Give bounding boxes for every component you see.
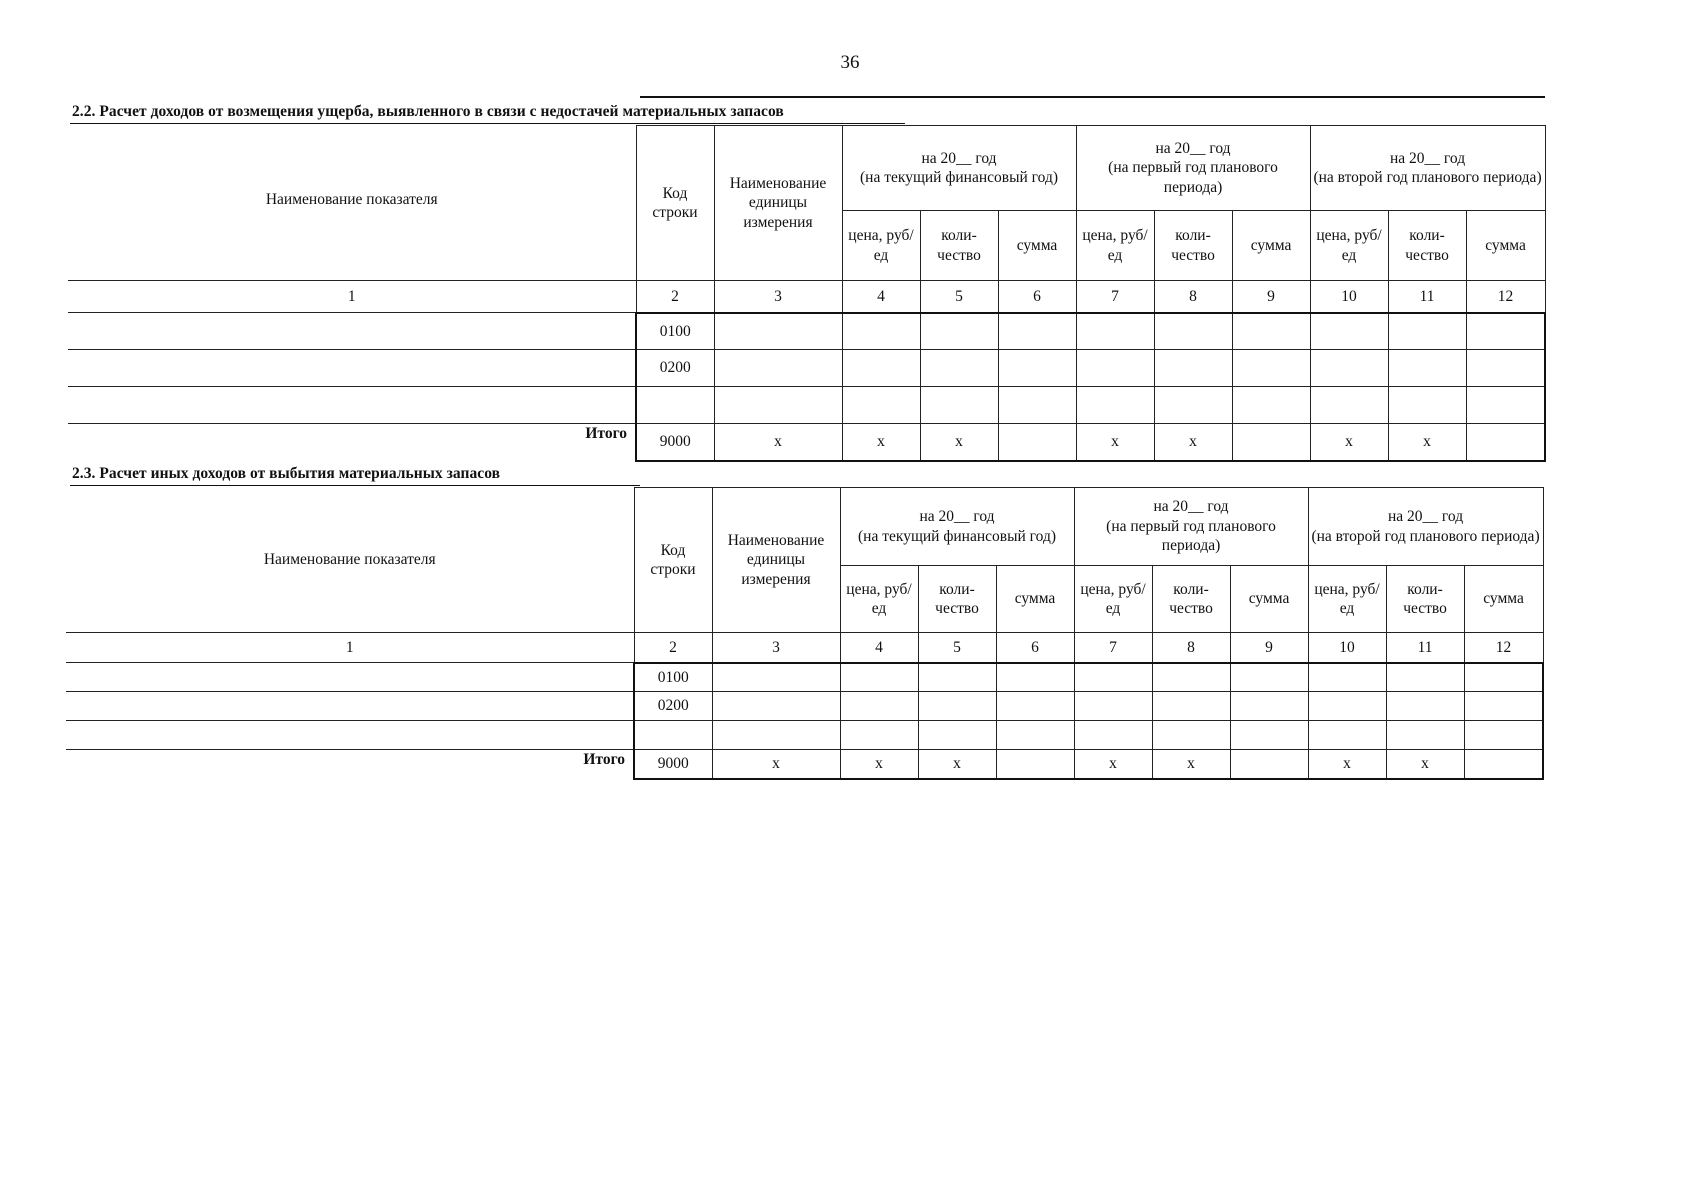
data-cell[interactable] [1386, 663, 1464, 692]
subheader-sum: сумма [998, 211, 1076, 281]
not-applicable-mark: x [918, 750, 996, 779]
column-number: 3 [714, 281, 842, 313]
header-group-current-year [840, 488, 1074, 566]
data-cell[interactable] [920, 350, 998, 387]
data-cell[interactable] [1388, 387, 1466, 424]
form-table-2-2 [68, 125, 1546, 462]
data-cell[interactable] [1310, 387, 1388, 424]
data-cell[interactable] [1308, 692, 1386, 721]
column-number: 2 [636, 281, 714, 313]
column-number-row [66, 633, 1543, 663]
row-indicator-cell[interactable] [68, 387, 636, 424]
group-year-label: на 20__ год [1390, 149, 1466, 167]
data-cell[interactable] [1310, 350, 1388, 387]
data-cell[interactable] [1308, 721, 1386, 750]
row-code-cell: 0200 [634, 692, 712, 721]
total-code-cell: 9000 [634, 750, 712, 779]
column-number: 1 [66, 633, 634, 663]
top-rule [640, 96, 1545, 98]
not-applicable-mark: x [1310, 424, 1388, 461]
column-number: 12 [1466, 281, 1545, 313]
table-row [68, 387, 1545, 424]
data-cell[interactable] [1466, 387, 1545, 424]
data-cell[interactable] [1388, 350, 1466, 387]
data-cell[interactable] [1076, 350, 1154, 387]
subheader-quantity: коли- чество [1152, 566, 1230, 633]
group-period-label: (на текущий финансовый год) [858, 527, 1057, 545]
data-cell[interactable] [1310, 313, 1388, 350]
column-number: 12 [1464, 633, 1543, 663]
header-unit: Наименование единицы измерения [712, 488, 840, 633]
data-cell[interactable] [840, 721, 918, 750]
data-cell[interactable] [1230, 692, 1308, 721]
table-row [66, 692, 1543, 721]
row-code-cell [636, 387, 714, 424]
data-cell[interactable] [1232, 387, 1310, 424]
data-cell[interactable] [998, 350, 1076, 387]
header-row-code: Код строки [636, 126, 714, 281]
header-group-second-plan-year [1308, 488, 1543, 566]
subheader-price: цена, руб/ед [842, 211, 920, 281]
page-number: 36 [840, 52, 860, 73]
data-cell[interactable] [918, 721, 996, 750]
data-cell[interactable] [842, 313, 920, 350]
subheader-price: цена, руб/ед [1076, 211, 1154, 281]
total-row [68, 424, 1545, 461]
section-title-2-3: 2.3. Расчет иных доходов от выбытия материальных запасов [72, 465, 501, 482]
column-number: 1 [68, 281, 636, 313]
data-cell[interactable] [920, 387, 998, 424]
not-applicable-mark: x [1152, 750, 1230, 779]
data-cell[interactable] [1464, 721, 1543, 750]
group-period-label: (на первый год планового периода) [1106, 517, 1276, 555]
subheader-sum: сумма [996, 566, 1074, 633]
group-period-label: (на второй год планового периода) [1313, 169, 1542, 186]
group-period-label: (на первый год планового периода) [1108, 159, 1278, 196]
column-number: 7 [1074, 633, 1152, 663]
group-year-label: на 20__ год [921, 149, 997, 167]
group-period-label: (на второй год планового периода) [1311, 527, 1540, 545]
column-number: 9 [1230, 633, 1308, 663]
header-group-second-plan-year [1310, 126, 1545, 211]
total-sum-cell[interactable] [1466, 424, 1545, 461]
data-cell[interactable] [1076, 313, 1154, 350]
group-year-label: на 20__ год [919, 508, 995, 526]
header-indicator-name: Наименование показателя [68, 126, 636, 281]
data-cell[interactable] [1232, 313, 1310, 350]
header-indicator-name: Наименование показателя [66, 488, 634, 633]
group-year-label: на 20__ год [1153, 498, 1229, 516]
column-number: 5 [920, 281, 998, 313]
row-code-cell: 0200 [636, 350, 714, 387]
data-cell[interactable] [714, 350, 842, 387]
column-number: 6 [996, 633, 1074, 663]
column-number-row [68, 281, 1545, 313]
subheader-sum: сумма [1230, 566, 1308, 633]
data-cell[interactable] [918, 663, 996, 692]
data-cell[interactable] [1464, 663, 1543, 692]
group-year-label: на 20__ год [1388, 508, 1464, 526]
row-indicator-cell[interactable] [66, 721, 634, 750]
total-sum-cell[interactable] [1232, 424, 1310, 461]
data-cell[interactable] [998, 313, 1076, 350]
data-cell[interactable] [1152, 663, 1230, 692]
subheader-sum: сумма [1466, 211, 1545, 281]
data-cell[interactable] [1154, 350, 1232, 387]
form-table-2-3 [66, 487, 1544, 780]
not-applicable-mark: x [840, 750, 918, 779]
not-applicable-mark: x [1154, 424, 1232, 461]
data-cell[interactable] [1074, 721, 1152, 750]
subheader-quantity: коли- чество [918, 566, 996, 633]
data-cell[interactable] [842, 350, 920, 387]
data-cell[interactable] [996, 721, 1074, 750]
column-number: 4 [840, 633, 918, 663]
data-cell[interactable] [1386, 721, 1464, 750]
data-cell[interactable] [1232, 350, 1310, 387]
table-row [68, 350, 1545, 387]
header-group-first-plan-year [1074, 488, 1308, 566]
table-row [66, 663, 1543, 692]
data-cell[interactable] [1464, 692, 1543, 721]
table-row [66, 721, 1543, 750]
data-cell[interactable] [1154, 313, 1232, 350]
data-cell[interactable] [842, 387, 920, 424]
not-applicable-mark: x [712, 750, 840, 779]
data-cell[interactable] [1308, 663, 1386, 692]
data-cell[interactable] [998, 387, 1076, 424]
row-indicator-cell[interactable] [66, 692, 634, 721]
subheader-quantity: коли- чество [1386, 566, 1464, 633]
data-cell[interactable] [712, 663, 840, 692]
column-number: 11 [1388, 281, 1466, 313]
data-cell[interactable] [1152, 721, 1230, 750]
row-code-cell [634, 721, 712, 750]
row-indicator-cell[interactable] [68, 350, 636, 387]
group-period-label: (на текущий финансовый год) [860, 169, 1059, 186]
total-sum-cell[interactable] [996, 750, 1074, 779]
data-cell[interactable] [1230, 663, 1308, 692]
title-underline [70, 123, 905, 124]
not-applicable-mark: x [842, 424, 920, 461]
subheader-quantity: коли- чество [1388, 211, 1466, 281]
subheader-price: цена, руб/ед [1074, 566, 1152, 633]
data-cell[interactable] [996, 663, 1074, 692]
column-number: 5 [918, 633, 996, 663]
not-applicable-mark: x [920, 424, 998, 461]
data-cell[interactable] [996, 692, 1074, 721]
total-sum-cell[interactable] [998, 424, 1076, 461]
column-number: 6 [998, 281, 1076, 313]
data-cell[interactable] [714, 313, 842, 350]
not-applicable-mark: x [714, 424, 842, 461]
data-cell[interactable] [840, 692, 918, 721]
data-cell[interactable] [1152, 692, 1230, 721]
subheader-quantity: коли- чество [920, 211, 998, 281]
subheader-price: цена, руб/ед [1308, 566, 1386, 633]
total-label: Итого [66, 750, 634, 779]
subheader-price: цена, руб/ед [1310, 211, 1388, 281]
column-number: 7 [1076, 281, 1154, 313]
column-number: 10 [1308, 633, 1386, 663]
column-number: 4 [842, 281, 920, 313]
column-number: 2 [634, 633, 712, 663]
title-underline [70, 485, 640, 486]
column-number: 11 [1386, 633, 1464, 663]
data-cell[interactable] [918, 692, 996, 721]
column-number: 8 [1154, 281, 1232, 313]
data-cell[interactable] [1074, 692, 1152, 721]
header-row-code: Код строки [634, 488, 712, 633]
header-unit: Наименование единицы измерения [714, 126, 842, 281]
row-indicator-cell[interactable] [66, 663, 634, 692]
not-applicable-mark: x [1076, 424, 1154, 461]
header-group-current-year [842, 126, 1076, 211]
row-indicator-cell[interactable] [68, 313, 636, 350]
subheader-sum: сумма [1464, 566, 1543, 633]
data-cell[interactable] [1154, 387, 1232, 424]
total-label: Итого [68, 424, 636, 461]
subheader-quantity: коли- чество [1154, 211, 1232, 281]
subheader-price: цена, руб/ед [840, 566, 918, 633]
data-cell[interactable] [1074, 663, 1152, 692]
column-number: 9 [1232, 281, 1310, 313]
data-cell[interactable] [1388, 313, 1466, 350]
column-number: 8 [1152, 633, 1230, 663]
row-code-cell: 0100 [634, 663, 712, 692]
data-cell[interactable] [712, 721, 840, 750]
total-sum-cell[interactable] [1230, 750, 1308, 779]
section-title-2-2: 2.2. Расчет доходов от возмещения ущерба, выявленного в связи с недостачей материальных запасов [72, 103, 784, 120]
data-cell[interactable] [712, 692, 840, 721]
data-cell[interactable] [1076, 387, 1154, 424]
column-number: 10 [1310, 281, 1388, 313]
data-cell[interactable] [920, 313, 998, 350]
data-cell[interactable] [1386, 692, 1464, 721]
not-applicable-mark: x [1388, 424, 1466, 461]
total-sum-cell[interactable] [1464, 750, 1543, 779]
row-code-cell: 0100 [636, 313, 714, 350]
group-year-label: на 20__ год [1155, 139, 1231, 157]
data-cell[interactable] [840, 663, 918, 692]
subheader-sum: сумма [1232, 211, 1310, 281]
header-group-first-plan-year [1076, 126, 1310, 211]
not-applicable-mark: x [1308, 750, 1386, 779]
data-cell[interactable] [714, 387, 842, 424]
data-cell[interactable] [1230, 721, 1308, 750]
total-code-cell: 9000 [636, 424, 714, 461]
not-applicable-mark: x [1386, 750, 1464, 779]
total-row [66, 750, 1543, 779]
column-number: 3 [712, 633, 840, 663]
not-applicable-mark: x [1074, 750, 1152, 779]
data-cell[interactable] [1466, 350, 1545, 387]
table-row [68, 313, 1545, 350]
data-cell[interactable] [1466, 313, 1545, 350]
